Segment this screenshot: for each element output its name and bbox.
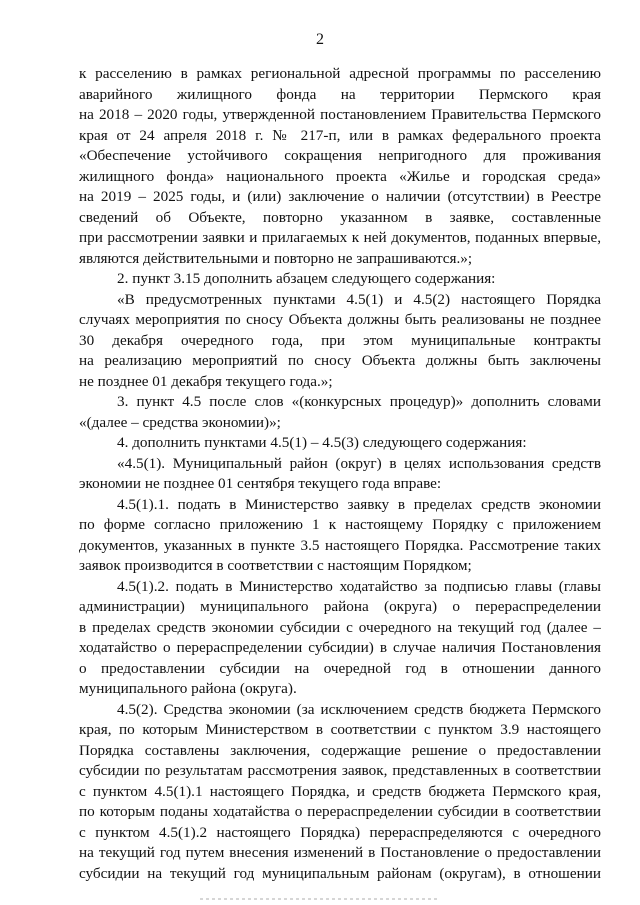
text-line: ходатайство о перераспределении субсидии) в случае наличия Постановления (79, 639, 601, 656)
text-line: являются действительными и повторно не запрашиваются.»; (79, 249, 473, 267)
text-line: документов, указанных в пункте 3.5 настоящего Порядка. Рассмотрение таких (79, 536, 601, 554)
text-line: в пределах средств экономии субсидии с очередного на текущий год (далее – (79, 618, 601, 636)
document-body (79, 64, 601, 884)
text-line: «В предусмотренных пунктами 4.5(1) и 4.5(2) настоящего Порядка (117, 290, 601, 308)
text-line: муниципального района (округа). (79, 680, 297, 697)
text-line: «Обеспечение устойчивого сокращения непригодного для проживания (79, 147, 601, 164)
text-line: субсидии на текущий год муниципальным районам (округам), в отношении (79, 864, 601, 882)
text-line: с пунктом 4.5(1).2 настоящего Порядка) перераспределяются с очередного (79, 823, 601, 841)
text-line: края, по которым Министерством в соответствии с пунктом 3.9 настоящего (79, 721, 601, 738)
page-number: 2 (316, 31, 324, 48)
text-line: 3. пункт 4.5 после слов «(конкурсных процедур)» дополнить словами (117, 393, 601, 410)
text-line: 4.5(1).2. подать в Министерство ходатайство за подписью главы (главы (117, 577, 601, 595)
text-line: не позднее 01 декабря текущего года.»; (79, 372, 333, 390)
text-line: случаях мероприятия по сносу Объекта должны быть реализованы не позднее (79, 311, 601, 328)
text-line: Порядка составлены заключения, содержащие решение о предоставлении (79, 741, 601, 759)
text-line: администрации) муниципального района (округа) о перераспределении (79, 598, 601, 615)
text-line: 4.5(1).1. подать в Министерство заявку в пределах средств экономии (117, 495, 601, 513)
text-line: с пунктом 4.5(1).1 настоящего Порядка, и средств бюджета Пермского края, (79, 782, 601, 800)
text-line: на текущий год путем внесения изменений в Постановление о предоставлении (79, 844, 601, 861)
text-line: к расселению в рамках региональной адресной программы по расселению (79, 65, 601, 82)
text-line: экономии не позднее 01 сентября текущего года вправе: (79, 475, 442, 492)
text-line: сведений об Объекте, повторно указанном в заявке, составленные (79, 208, 601, 226)
text-line: по форме согласно приложению 1 к настоящему Порядку с приложением (79, 516, 601, 533)
text-line: аварийного жилищного фонда на территории Пермского края (79, 85, 601, 103)
text-line: 30 декабря очередного года, при этом муниципальные контракты (79, 331, 601, 349)
text-line: жилищного фонда» национального проекта «Жилье и городская среда» (79, 167, 601, 185)
text-line: при рассмотрении заявки и прилагаемых к ней документов, поданных впервые, (79, 229, 601, 246)
text-line: на 2018 – 2020 годы, утвержденной постановлением Правительства Пермского (79, 106, 601, 123)
text-line: края от 24 апреля 2018 г. № 217-п, или в рамках федерального проекта (79, 126, 601, 144)
text-line: по которым поданы ходатайства о перераспределении субсидии в соответствии (79, 803, 601, 820)
scan-artifact (200, 898, 440, 900)
text-line: 2. пункт 3.15 дополнить абзацем следующего содержания: (117, 270, 496, 287)
text-line: «(далее – средства экономии)»; (79, 413, 281, 431)
text-line: 4.5(2). Средства экономии (за исключением средств бюджета Пермского (117, 700, 601, 718)
text-line: на 2019 – 2025 годы, и (или) заключение о наличии (отсутствии) в Реестре (79, 188, 601, 205)
text-line: о предоставлении субсидии на очередной год в отношении данного (79, 659, 601, 677)
text-line: субсидии по результатам рассмотрения заявок, представленных в соответствии (79, 762, 601, 779)
text-line: заявок производится в соответствии с настоящим Порядком; (79, 557, 472, 574)
text-line: «4.5(1). Муниципальный район (округ) в целях использования средств (117, 454, 601, 472)
text-line: 4. дополнить пунктами 4.5(1) – 4.5(3) следующего содержания: (117, 434, 527, 451)
text-line: на реализацию мероприятий по сносу Объекта должны быть заключены (79, 352, 601, 369)
